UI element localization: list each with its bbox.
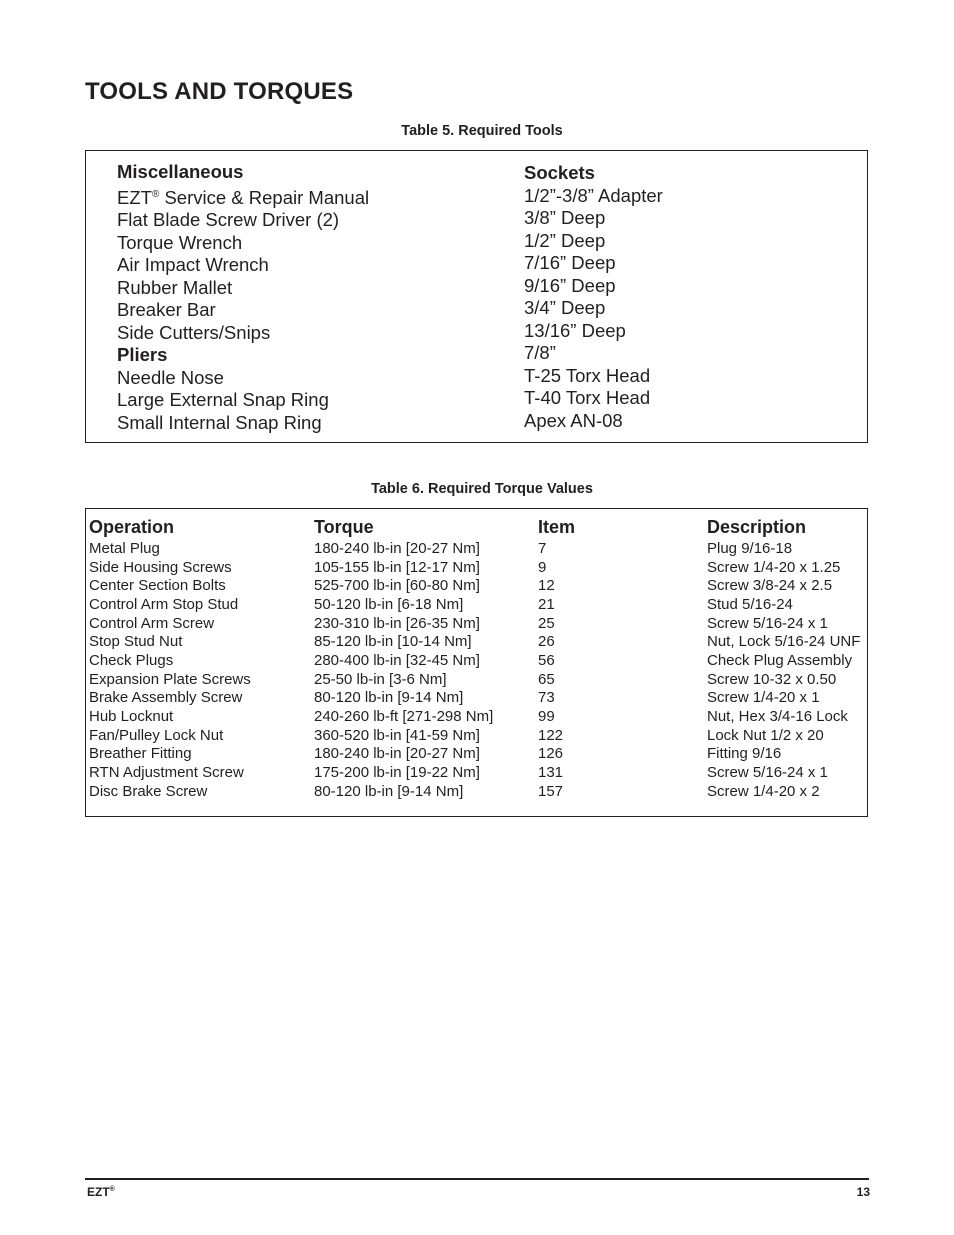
tools-group-heading [524,162,663,185]
tool-text: 7/16” Deep [524,252,616,273]
operation-cell: Control Arm Screw [89,614,215,632]
tool-list-item [524,387,663,410]
tool-list-item [117,299,369,322]
description-cell: Lock Nut 1/2 x 20 [707,726,824,744]
tool-text: Air Impact Wrench [117,254,269,275]
tool-text: Pliers [117,344,168,365]
tool-list-item [524,320,663,343]
tool-text: 1/2” Deep [524,229,606,251]
torque-cell: 240-260 lb-ft [271-298 Nm] [314,708,494,726]
tool-list-item [117,184,369,210]
operation-cell: Breather Fitting [89,745,192,763]
tool-text: EZT [117,186,152,208]
tool-text: Apex AN-08 [524,409,623,431]
description-cell: Screw 1/4-20 x 1.25 [707,558,841,576]
torque-values-table [89,515,867,801]
tools-right-column [524,162,663,432]
item-cell: 73 [538,689,555,707]
tool-list-item [524,297,663,320]
torque-cell: 280-400 lb-in [32-45 Nm] [314,651,480,669]
table-row [89,576,867,595]
description-cell: Nut, Hex 3/4-16 Lock [707,708,848,726]
description-cell: Screw 5/16-24 x 1 [707,614,828,632]
description-cell: Screw 3/8-24 x 2.5 [707,577,833,595]
torque-table-header-row [89,515,867,539]
tool-text: Sockets [524,162,595,183]
operation-cell: Center Section Bolts [89,577,226,595]
tool-list-item [117,232,369,255]
operation-cell: Control Arm Stop Stud [89,595,239,613]
description-cell: Stud 5/16-24 [707,595,793,613]
table-row [89,782,867,801]
tool-list-item [117,322,369,345]
required-tools-table [85,150,868,443]
item-cell: 12 [538,577,555,595]
table-row [89,670,867,689]
table-row [89,595,867,614]
tool-list-item [117,277,369,300]
item-cell: 7 [538,539,547,557]
tool-list-item [117,209,369,232]
header-torque: Torque [314,516,374,537]
table-row [89,558,867,577]
table-row [89,726,867,745]
header-operation: Operation [89,516,175,537]
table-row [89,632,867,651]
item-cell: 122 [538,726,564,744]
description-cell: Screw 10-32 x 0.50 [707,670,837,688]
tool-list-item [117,412,369,435]
tool-text: T-40 Torx Head [524,387,651,408]
footer-brand-text: EZT [87,1185,110,1199]
torque-cell: 85-120 lb-in [10-14 Nm] [314,633,472,651]
operation-cell: Side Housing Screws [89,558,232,576]
table-row [89,539,867,558]
table-row [89,651,867,670]
tool-list-item [524,342,663,365]
torque-cell: 50-120 lb-in [6-18 Nm] [314,595,464,613]
item-cell: 126 [538,745,564,763]
tool-text: T-25 Torx Head [524,364,651,386]
footer-divider [85,1178,869,1180]
tool-text: Torque Wrench [117,231,243,253]
tool-text: Needle Nose [117,366,224,388]
description-cell: Fitting 9/16 [707,745,782,763]
torque-cell: 25-50 lb-in [3-6 Nm] [314,670,447,688]
page-number: 13 [856,1185,870,1199]
table-row [89,763,867,782]
tool-list-item [524,252,663,275]
operation-cell: Fan/Pulley Lock Nut [89,726,224,744]
torque-cell: 175-200 lb-in [19-22 Nm] [314,764,480,782]
table-row [89,689,867,708]
torque-cell: 230-310 lb-in [26-35 Nm] [314,614,480,632]
torque-cell: 180-240 lb-in [20-27 Nm] [314,539,480,557]
tool-list-item [117,367,369,390]
tools-group-heading [117,161,369,184]
torque-cell: 180-240 lb-in [20-27 Nm] [314,745,480,763]
tool-text: 3/4” Deep [524,297,606,318]
operation-cell: Expansion Plate Screws [89,670,251,688]
page-title: TOOLS AND TORQUES [85,78,354,105]
item-cell: 26 [538,633,555,651]
torque-table-caption: Table 6. Required Torque Values [371,481,593,497]
tool-text: 7/8” [524,342,556,363]
tool-text: 1/2”-3/8” Adapter [524,184,663,206]
table-row [89,707,867,726]
tool-list-item [524,230,663,253]
operation-cell: Stop Stud Nut [89,633,183,651]
tool-list-item [524,410,663,433]
operation-cell: Metal Plug [89,539,160,557]
torque-cell: 360-520 lb-in [41-59 Nm] [314,726,480,744]
tools-group-heading [117,344,369,367]
header-item: Item [538,516,576,537]
description-cell: Screw 1/4-20 x 1 [707,689,820,707]
item-cell: 56 [538,651,555,669]
tool-text: Miscellaneous [117,161,244,182]
operation-cell: Check Plugs [89,651,174,669]
footer-brand [87,1185,115,1199]
description-cell: Plug 9/16-18 [707,539,793,557]
item-cell: 99 [538,708,555,726]
tool-list-item [524,275,663,298]
torque-cell: 525-700 lb-in [60-80 Nm] [314,577,480,595]
tool-list-item [524,207,663,230]
registered-mark: ® [151,188,160,200]
tool-text: Small Internal Snap Ring [117,411,322,433]
required-torque-table [85,508,868,817]
description-cell: Check Plug Assembly [707,651,853,669]
item-cell: 9 [538,558,547,576]
operation-cell: Hub Locknut [89,708,174,726]
header-description: Description [707,516,807,537]
item-cell: 25 [538,614,555,632]
description-cell: Screw 5/16-24 x 1 [707,764,828,782]
tool-text: Breaker Bar [117,299,216,320]
tool-text: Side Cutters/Snips [117,321,271,343]
item-cell: 157 [538,782,564,800]
tools-left-column [117,161,369,434]
tool-text: Large External Snap Ring [117,389,329,410]
torque-cell: 105-155 lb-in [12-17 Nm] [314,558,480,576]
registered-mark: ® [109,1186,115,1193]
operation-cell: Disc Brake Screw [89,782,208,800]
table-row [89,614,867,633]
torque-cell: 80-120 lb-in [9-14 Nm] [314,689,464,707]
item-cell: 65 [538,670,555,688]
table-row [89,745,867,764]
tool-list-item [117,254,369,277]
operation-cell: Brake Assembly Screw [89,689,243,707]
item-cell: 131 [538,764,564,782]
item-cell: 21 [538,595,555,613]
tool-text: Flat Blade Screw Driver (2) [117,209,340,230]
tool-list-item [117,389,369,412]
description-cell: Screw 1/4-20 x 2 [707,782,820,800]
tool-text: 13/16” Deep [524,319,626,341]
tool-text-rest: Service & Repair Manual [159,186,370,208]
description-cell: Nut, Lock 5/16-24 UNF [707,633,861,651]
tool-list-item [524,185,663,208]
operation-cell: RTN Adjustment Screw [89,764,244,782]
tool-list-item [524,365,663,388]
tool-text: Rubber Mallet [117,276,233,298]
tool-text: 3/8” Deep [524,207,606,228]
tool-text: 9/16” Deep [524,274,616,296]
torque-cell: 80-120 lb-in [9-14 Nm] [314,782,464,800]
tools-table-caption: Table 5. Required Tools [401,123,563,139]
